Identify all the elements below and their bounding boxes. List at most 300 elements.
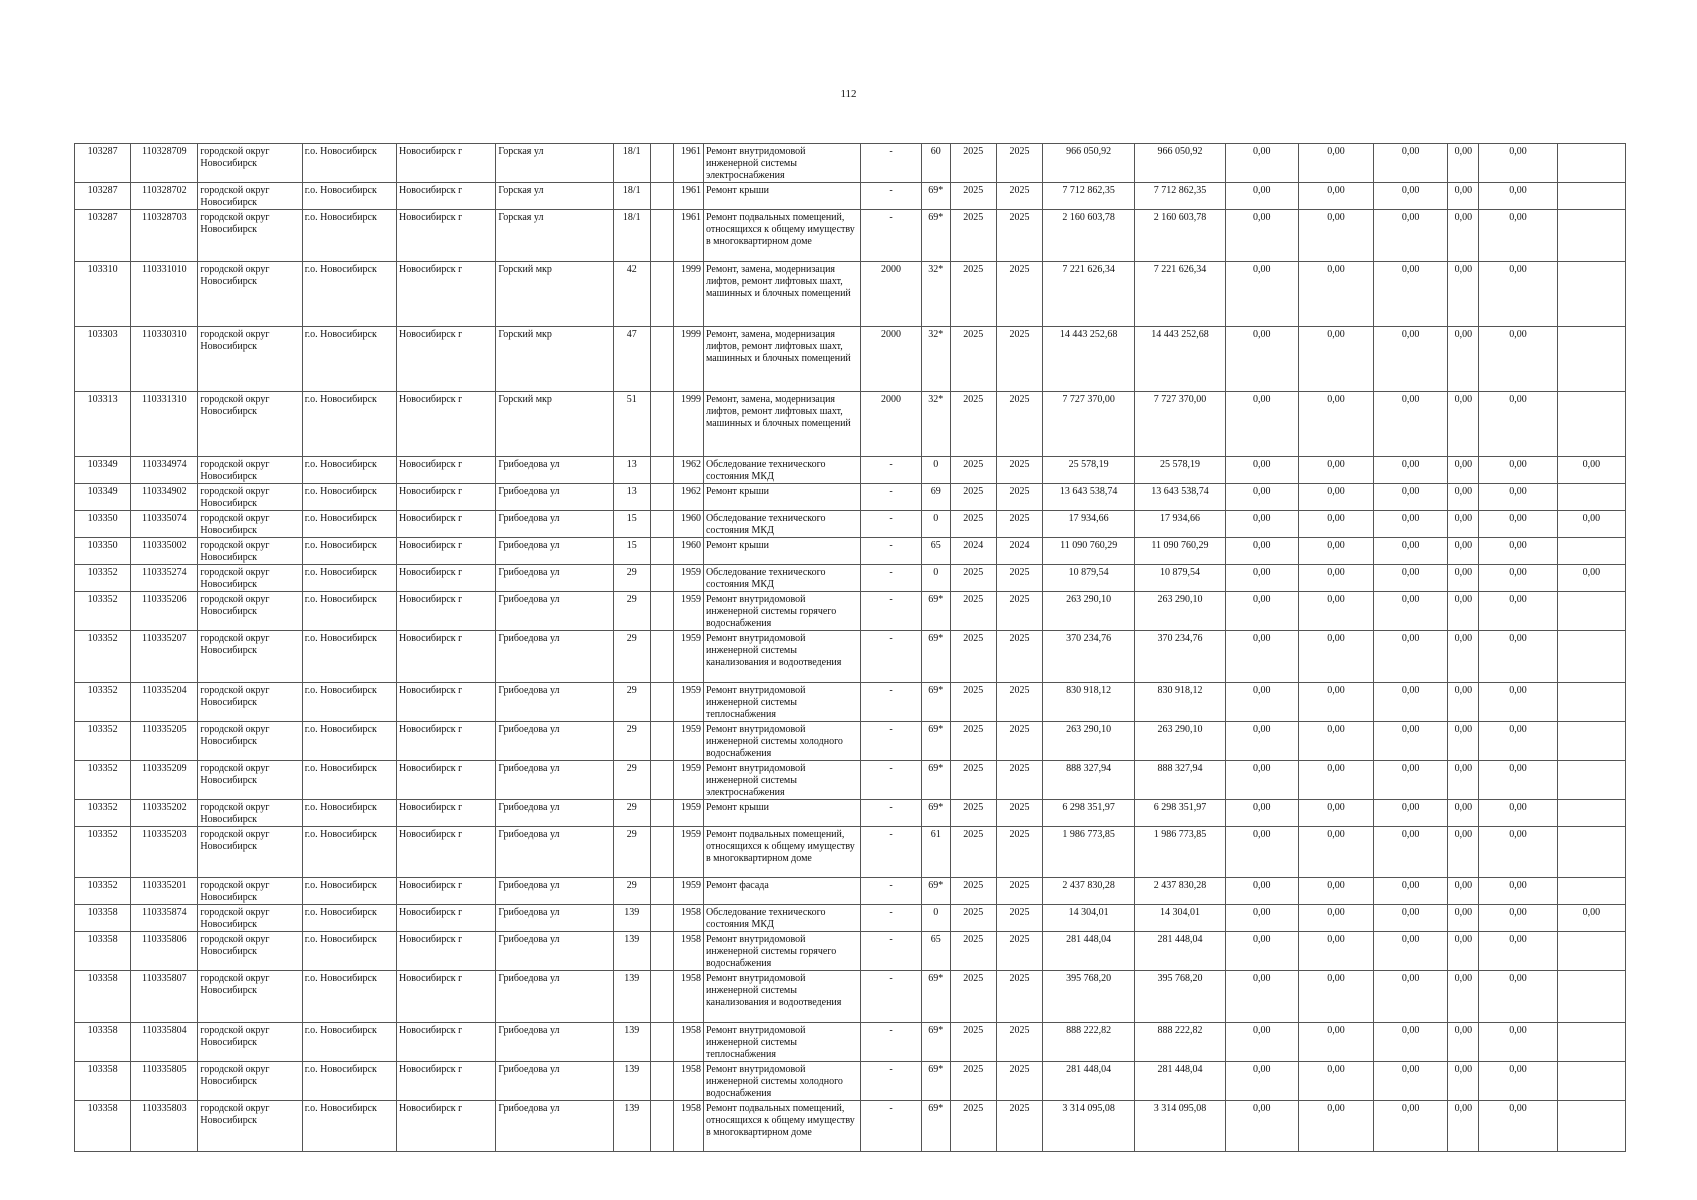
cell-local-funds: 0,00 bbox=[1374, 592, 1448, 631]
cell-work-type: Ремонт внутридомовой инженерной системы горячего водоснабжения bbox=[703, 932, 861, 971]
cell-build-year: 1959 bbox=[673, 722, 703, 761]
cell-house-number: 47 bbox=[613, 327, 650, 392]
cell-total-cost: 1 986 773,85 bbox=[1043, 827, 1135, 878]
cell-total-cost: 888 222,82 bbox=[1043, 1023, 1135, 1062]
cell-own-funds: 888 327,94 bbox=[1135, 761, 1225, 800]
cell-locality: Новосибирск г bbox=[397, 210, 496, 262]
cell-record-id: 110330310 bbox=[131, 327, 198, 392]
cell-federal-funds: 0,00 bbox=[1225, 484, 1298, 511]
cell-municipal-district: г.о. Новосибирск bbox=[302, 800, 396, 827]
cell-building bbox=[650, 210, 673, 262]
table-row bbox=[75, 800, 1626, 827]
cell-other-funds: 0,00 bbox=[1448, 932, 1479, 971]
cell-fund-balance: 0,00 bbox=[1479, 592, 1557, 631]
cell-local-funds: 0,00 bbox=[1374, 1101, 1448, 1152]
cell-municipality: городской округ Новосибирск bbox=[198, 800, 302, 827]
cell-extra-value bbox=[1557, 683, 1625, 722]
cell-municipality: городской округ Новосибирск bbox=[198, 932, 302, 971]
cell-extra-value: 0,00 bbox=[1557, 457, 1625, 484]
cell-building bbox=[650, 183, 673, 210]
cell-plan-year-end: 2025 bbox=[996, 183, 1042, 210]
cell-plan-year-end: 2025 bbox=[996, 511, 1042, 538]
cell-wear-percent: 69* bbox=[921, 183, 950, 210]
cell-street: Грибоедова ул bbox=[496, 800, 613, 827]
cell-plan-year-end: 2025 bbox=[996, 878, 1042, 905]
cell-municipal-district: г.о. Новосибирск bbox=[302, 1023, 396, 1062]
cell-street: Грибоедова ул bbox=[496, 1101, 613, 1152]
table-row bbox=[75, 827, 1626, 878]
cell-lift-year: 2000 bbox=[861, 392, 921, 457]
cell-house-id: 103352 bbox=[75, 683, 131, 722]
cell-municipal-district: г.о. Новосибирск bbox=[302, 1062, 396, 1101]
cell-other-funds: 0,00 bbox=[1448, 565, 1479, 592]
cell-locality: Новосибирск г bbox=[397, 827, 496, 878]
cell-house-number: 29 bbox=[613, 683, 650, 722]
cell-regional-funds: 0,00 bbox=[1298, 878, 1373, 905]
cell-other-funds: 0,00 bbox=[1448, 484, 1479, 511]
cell-build-year: 1959 bbox=[673, 878, 703, 905]
cell-federal-funds: 0,00 bbox=[1225, 210, 1298, 262]
cell-plan-year-end: 2025 bbox=[996, 1023, 1042, 1062]
cell-locality: Новосибирск г bbox=[397, 538, 496, 565]
cell-plan-year-start: 2025 bbox=[950, 761, 996, 800]
cell-building bbox=[650, 905, 673, 932]
cell-regional-funds: 0,00 bbox=[1298, 592, 1373, 631]
cell-house-id: 103358 bbox=[75, 1101, 131, 1152]
cell-municipal-district: г.о. Новосибирск bbox=[302, 262, 396, 327]
cell-fund-balance: 0,00 bbox=[1479, 932, 1557, 971]
cell-municipality: городской округ Новосибирск bbox=[198, 327, 302, 392]
cell-plan-year-start: 2025 bbox=[950, 905, 996, 932]
cell-house-number: 29 bbox=[613, 592, 650, 631]
cell-own-funds: 966 050,92 bbox=[1135, 144, 1225, 183]
cell-regional-funds: 0,00 bbox=[1298, 683, 1373, 722]
cell-municipality: городской округ Новосибирск bbox=[198, 1101, 302, 1152]
cell-total-cost: 13 643 538,74 bbox=[1043, 484, 1135, 511]
cell-wear-percent: 69* bbox=[921, 683, 950, 722]
cell-extra-value: 0,00 bbox=[1557, 565, 1625, 592]
cell-house-number: 29 bbox=[613, 565, 650, 592]
cell-plan-year-start: 2025 bbox=[950, 932, 996, 971]
cell-fund-balance: 0,00 bbox=[1479, 484, 1557, 511]
cell-build-year: 1958 bbox=[673, 971, 703, 1023]
cell-lift-year: - bbox=[861, 932, 921, 971]
cell-plan-year-start: 2025 bbox=[950, 1023, 996, 1062]
cell-federal-funds: 0,00 bbox=[1225, 144, 1298, 183]
cell-plan-year-end: 2025 bbox=[996, 392, 1042, 457]
cell-total-cost: 2 160 603,78 bbox=[1043, 210, 1135, 262]
cell-locality: Новосибирск г bbox=[397, 683, 496, 722]
cell-own-funds: 7 712 862,35 bbox=[1135, 183, 1225, 210]
cell-regional-funds: 0,00 bbox=[1298, 1023, 1373, 1062]
cell-locality: Новосибирск г bbox=[397, 1062, 496, 1101]
cell-wear-percent: 60 bbox=[921, 144, 950, 183]
cell-build-year: 1960 bbox=[673, 538, 703, 565]
cell-record-id: 110335201 bbox=[131, 878, 198, 905]
cell-total-cost: 966 050,92 bbox=[1043, 144, 1135, 183]
cell-lift-year: - bbox=[861, 878, 921, 905]
cell-other-funds: 0,00 bbox=[1448, 592, 1479, 631]
cell-own-funds: 7 727 370,00 bbox=[1135, 392, 1225, 457]
cell-house-number: 15 bbox=[613, 511, 650, 538]
cell-lift-year: - bbox=[861, 538, 921, 565]
cell-street: Грибоедова ул bbox=[496, 1062, 613, 1101]
cell-municipality: городской округ Новосибирск bbox=[198, 827, 302, 878]
cell-build-year: 1958 bbox=[673, 1062, 703, 1101]
cell-local-funds: 0,00 bbox=[1374, 183, 1448, 210]
cell-lift-year: - bbox=[861, 1023, 921, 1062]
cell-plan-year-start: 2025 bbox=[950, 827, 996, 878]
cell-municipality: городской округ Новосибирск bbox=[198, 392, 302, 457]
cell-work-type: Ремонт крыши bbox=[703, 800, 861, 827]
cell-building bbox=[650, 538, 673, 565]
cell-plan-year-start: 2024 bbox=[950, 538, 996, 565]
cell-lift-year: - bbox=[861, 511, 921, 538]
cell-total-cost: 6 298 351,97 bbox=[1043, 800, 1135, 827]
cell-record-id: 110335206 bbox=[131, 592, 198, 631]
cell-house-id: 103287 bbox=[75, 144, 131, 183]
cell-plan-year-end: 2025 bbox=[996, 210, 1042, 262]
cell-record-id: 110335805 bbox=[131, 1062, 198, 1101]
cell-build-year: 1959 bbox=[673, 592, 703, 631]
cell-house-id: 103358 bbox=[75, 905, 131, 932]
cell-building bbox=[650, 144, 673, 183]
cell-plan-year-end: 2024 bbox=[996, 538, 1042, 565]
cell-locality: Новосибирск г bbox=[397, 262, 496, 327]
cell-lift-year: - bbox=[861, 457, 921, 484]
cell-own-funds: 370 234,76 bbox=[1135, 631, 1225, 683]
table-row bbox=[75, 905, 1626, 932]
cell-regional-funds: 0,00 bbox=[1298, 722, 1373, 761]
cell-regional-funds: 0,00 bbox=[1298, 1101, 1373, 1152]
cell-own-funds: 281 448,04 bbox=[1135, 932, 1225, 971]
cell-fund-balance: 0,00 bbox=[1479, 392, 1557, 457]
cell-federal-funds: 0,00 bbox=[1225, 262, 1298, 327]
cell-wear-percent: 69* bbox=[921, 1023, 950, 1062]
cell-house-id: 103352 bbox=[75, 565, 131, 592]
cell-total-cost: 7 712 862,35 bbox=[1043, 183, 1135, 210]
cell-build-year: 1959 bbox=[673, 827, 703, 878]
cell-work-type: Ремонт подвальных помещений, относящихся к общему имуществу в многоквартирном доме bbox=[703, 827, 861, 878]
cell-municipal-district: г.о. Новосибирск bbox=[302, 484, 396, 511]
cell-regional-funds: 0,00 bbox=[1298, 183, 1373, 210]
cell-locality: Новосибирск г bbox=[397, 800, 496, 827]
cell-municipality: городской округ Новосибирск bbox=[198, 538, 302, 565]
cell-lift-year: - bbox=[861, 484, 921, 511]
cell-street: Грибоедова ул bbox=[496, 905, 613, 932]
cell-wear-percent: 69* bbox=[921, 210, 950, 262]
cell-fund-balance: 0,00 bbox=[1479, 144, 1557, 183]
cell-wear-percent: 0 bbox=[921, 457, 950, 484]
cell-lift-year: - bbox=[861, 565, 921, 592]
cell-local-funds: 0,00 bbox=[1374, 905, 1448, 932]
cell-lift-year: - bbox=[861, 722, 921, 761]
cell-federal-funds: 0,00 bbox=[1225, 878, 1298, 905]
cell-total-cost: 25 578,19 bbox=[1043, 457, 1135, 484]
cell-plan-year-start: 2025 bbox=[950, 800, 996, 827]
cell-lift-year: - bbox=[861, 1062, 921, 1101]
cell-street: Грибоедова ул bbox=[496, 538, 613, 565]
cell-local-funds: 0,00 bbox=[1374, 327, 1448, 392]
cell-wear-percent: 69 bbox=[921, 484, 950, 511]
cell-street: Горская ул bbox=[496, 144, 613, 183]
cell-plan-year-end: 2025 bbox=[996, 761, 1042, 800]
cell-house-number: 139 bbox=[613, 932, 650, 971]
cell-local-funds: 0,00 bbox=[1374, 392, 1448, 457]
cell-wear-percent: 69* bbox=[921, 592, 950, 631]
table-row bbox=[75, 683, 1626, 722]
cell-fund-balance: 0,00 bbox=[1479, 971, 1557, 1023]
cell-house-number: 18/1 bbox=[613, 183, 650, 210]
cell-locality: Новосибирск г bbox=[397, 1101, 496, 1152]
cell-regional-funds: 0,00 bbox=[1298, 565, 1373, 592]
cell-build-year: 1962 bbox=[673, 457, 703, 484]
cell-building bbox=[650, 565, 673, 592]
cell-locality: Новосибирск г bbox=[397, 761, 496, 800]
cell-municipality: городской округ Новосибирск bbox=[198, 722, 302, 761]
cell-street: Грибоедова ул bbox=[496, 565, 613, 592]
cell-wear-percent: 69* bbox=[921, 971, 950, 1023]
cell-house-number: 18/1 bbox=[613, 210, 650, 262]
cell-plan-year-start: 2025 bbox=[950, 392, 996, 457]
cell-street: Грибоедова ул bbox=[496, 1023, 613, 1062]
cell-record-id: 110334902 bbox=[131, 484, 198, 511]
cell-work-type: Ремонт внутридомовой инженерной системы теплоснабжения bbox=[703, 683, 861, 722]
cell-build-year: 1959 bbox=[673, 631, 703, 683]
cell-municipal-district: г.о. Новосибирск bbox=[302, 538, 396, 565]
cell-record-id: 110335074 bbox=[131, 511, 198, 538]
cell-own-funds: 17 934,66 bbox=[1135, 511, 1225, 538]
cell-work-type: Ремонт крыши bbox=[703, 484, 861, 511]
cell-plan-year-end: 2025 bbox=[996, 565, 1042, 592]
cell-plan-year-start: 2025 bbox=[950, 484, 996, 511]
cell-fund-balance: 0,00 bbox=[1479, 262, 1557, 327]
cell-municipal-district: г.о. Новосибирск bbox=[302, 878, 396, 905]
cell-building bbox=[650, 1101, 673, 1152]
cell-locality: Новосибирск г bbox=[397, 932, 496, 971]
cell-other-funds: 0,00 bbox=[1448, 878, 1479, 905]
cell-street: Грибоедова ул bbox=[496, 971, 613, 1023]
cell-record-id: 110335806 bbox=[131, 932, 198, 971]
cell-own-funds: 395 768,20 bbox=[1135, 971, 1225, 1023]
cell-total-cost: 395 768,20 bbox=[1043, 971, 1135, 1023]
cell-other-funds: 0,00 bbox=[1448, 210, 1479, 262]
cell-municipal-district: г.о. Новосибирск bbox=[302, 683, 396, 722]
cell-locality: Новосибирск г bbox=[397, 327, 496, 392]
cell-total-cost: 281 448,04 bbox=[1043, 932, 1135, 971]
cell-total-cost: 263 290,10 bbox=[1043, 722, 1135, 761]
cell-other-funds: 0,00 bbox=[1448, 905, 1479, 932]
cell-municipality: городской округ Новосибирск bbox=[198, 511, 302, 538]
cell-fund-balance: 0,00 bbox=[1479, 878, 1557, 905]
cell-total-cost: 10 879,54 bbox=[1043, 565, 1135, 592]
cell-extra-value bbox=[1557, 971, 1625, 1023]
cell-build-year: 1958 bbox=[673, 1023, 703, 1062]
cell-record-id: 110334974 bbox=[131, 457, 198, 484]
cell-federal-funds: 0,00 bbox=[1225, 1101, 1298, 1152]
cell-extra-value bbox=[1557, 210, 1625, 262]
cell-house-id: 103352 bbox=[75, 761, 131, 800]
cell-local-funds: 0,00 bbox=[1374, 565, 1448, 592]
cell-local-funds: 0,00 bbox=[1374, 878, 1448, 905]
table-row bbox=[75, 392, 1626, 457]
table-row bbox=[75, 262, 1626, 327]
cell-regional-funds: 0,00 bbox=[1298, 905, 1373, 932]
cell-own-funds: 6 298 351,97 bbox=[1135, 800, 1225, 827]
cell-street: Горский мкр bbox=[496, 392, 613, 457]
cell-municipal-district: г.о. Новосибирск bbox=[302, 592, 396, 631]
cell-fund-balance: 0,00 bbox=[1479, 722, 1557, 761]
cell-house-number: 15 bbox=[613, 538, 650, 565]
cell-build-year: 1999 bbox=[673, 392, 703, 457]
cell-fund-balance: 0,00 bbox=[1479, 631, 1557, 683]
cell-own-funds: 7 221 626,34 bbox=[1135, 262, 1225, 327]
cell-build-year: 1961 bbox=[673, 210, 703, 262]
table-row bbox=[75, 210, 1626, 262]
table-row bbox=[75, 565, 1626, 592]
cell-plan-year-end: 2025 bbox=[996, 484, 1042, 511]
cell-total-cost: 17 934,66 bbox=[1043, 511, 1135, 538]
cell-municipal-district: г.о. Новосибирск bbox=[302, 905, 396, 932]
cell-locality: Новосибирск г bbox=[397, 392, 496, 457]
cell-house-id: 103352 bbox=[75, 592, 131, 631]
cell-work-type: Обследование технического состояния МКД bbox=[703, 905, 861, 932]
cell-record-id: 110328709 bbox=[131, 144, 198, 183]
cell-plan-year-end: 2025 bbox=[996, 592, 1042, 631]
cell-local-funds: 0,00 bbox=[1374, 722, 1448, 761]
cell-work-type: Обследование технического состояния МКД bbox=[703, 565, 861, 592]
cell-federal-funds: 0,00 bbox=[1225, 457, 1298, 484]
cell-extra-value bbox=[1557, 761, 1625, 800]
cell-building bbox=[650, 392, 673, 457]
cell-house-number: 18/1 bbox=[613, 144, 650, 183]
cell-extra-value bbox=[1557, 183, 1625, 210]
cell-extra-value bbox=[1557, 327, 1625, 392]
cell-plan-year-end: 2025 bbox=[996, 262, 1042, 327]
cell-lift-year: - bbox=[861, 144, 921, 183]
cell-plan-year-start: 2025 bbox=[950, 631, 996, 683]
cell-total-cost: 11 090 760,29 bbox=[1043, 538, 1135, 565]
cell-municipality: городской округ Новосибирск bbox=[198, 631, 302, 683]
cell-extra-value bbox=[1557, 538, 1625, 565]
cell-fund-balance: 0,00 bbox=[1479, 210, 1557, 262]
cell-total-cost: 830 918,12 bbox=[1043, 683, 1135, 722]
cell-record-id: 110335204 bbox=[131, 683, 198, 722]
cell-other-funds: 0,00 bbox=[1448, 1101, 1479, 1152]
cell-locality: Новосибирск г bbox=[397, 457, 496, 484]
cell-municipal-district: г.о. Новосибирск bbox=[302, 457, 396, 484]
cell-own-funds: 14 304,01 bbox=[1135, 905, 1225, 932]
cell-local-funds: 0,00 bbox=[1374, 800, 1448, 827]
cell-own-funds: 1 986 773,85 bbox=[1135, 827, 1225, 878]
cell-municipality: городской округ Новосибирск bbox=[198, 210, 302, 262]
cell-lift-year: - bbox=[861, 1101, 921, 1152]
cell-federal-funds: 0,00 bbox=[1225, 905, 1298, 932]
cell-record-id: 110328703 bbox=[131, 210, 198, 262]
cell-plan-year-start: 2025 bbox=[950, 457, 996, 484]
cell-extra-value bbox=[1557, 1101, 1625, 1152]
cell-fund-balance: 0,00 bbox=[1479, 905, 1557, 932]
cell-municipal-district: г.о. Новосибирск bbox=[302, 932, 396, 971]
cell-work-type: Ремонт крыши bbox=[703, 538, 861, 565]
cell-house-number: 139 bbox=[613, 971, 650, 1023]
cell-fund-balance: 0,00 bbox=[1479, 565, 1557, 592]
cell-work-type: Ремонт внутридомовой инженерной системы холодного водоснабжения bbox=[703, 722, 861, 761]
cell-municipality: городской округ Новосибирск bbox=[198, 144, 302, 183]
cell-work-type: Обследование технического состояния МКД bbox=[703, 457, 861, 484]
table-row bbox=[75, 457, 1626, 484]
table-row bbox=[75, 631, 1626, 683]
cell-record-id: 110335203 bbox=[131, 827, 198, 878]
cell-other-funds: 0,00 bbox=[1448, 327, 1479, 392]
cell-wear-percent: 32* bbox=[921, 392, 950, 457]
cell-municipality: городской округ Новосибирск bbox=[198, 484, 302, 511]
cell-own-funds: 888 222,82 bbox=[1135, 1023, 1225, 1062]
cell-municipality: городской округ Новосибирск bbox=[198, 565, 302, 592]
cell-record-id: 110335207 bbox=[131, 631, 198, 683]
cell-plan-year-start: 2025 bbox=[950, 971, 996, 1023]
cell-work-type: Ремонт крыши bbox=[703, 183, 861, 210]
table-row bbox=[75, 761, 1626, 800]
cell-record-id: 110335807 bbox=[131, 971, 198, 1023]
cell-work-type: Ремонт внутридомовой инженерной системы теплоснабжения bbox=[703, 1023, 861, 1062]
cell-other-funds: 0,00 bbox=[1448, 511, 1479, 538]
cell-federal-funds: 0,00 bbox=[1225, 565, 1298, 592]
cell-house-number: 13 bbox=[613, 457, 650, 484]
cell-house-id: 103313 bbox=[75, 392, 131, 457]
cell-other-funds: 0,00 bbox=[1448, 144, 1479, 183]
cell-record-id: 110335205 bbox=[131, 722, 198, 761]
cell-fund-balance: 0,00 bbox=[1479, 800, 1557, 827]
table-row bbox=[75, 183, 1626, 210]
cell-lift-year: - bbox=[861, 631, 921, 683]
cell-house-number: 29 bbox=[613, 800, 650, 827]
cell-record-id: 110335803 bbox=[131, 1101, 198, 1152]
cell-house-id: 103352 bbox=[75, 827, 131, 878]
cell-extra-value bbox=[1557, 262, 1625, 327]
cell-wear-percent: 32* bbox=[921, 262, 950, 327]
cell-street: Горская ул bbox=[496, 210, 613, 262]
cell-record-id: 110328702 bbox=[131, 183, 198, 210]
cell-plan-year-end: 2025 bbox=[996, 327, 1042, 392]
cell-other-funds: 0,00 bbox=[1448, 1062, 1479, 1101]
cell-street: Горская ул bbox=[496, 183, 613, 210]
cell-build-year: 1960 bbox=[673, 511, 703, 538]
cell-street: Грибоедова ул bbox=[496, 683, 613, 722]
cell-municipal-district: г.о. Новосибирск bbox=[302, 631, 396, 683]
cell-house-number: 42 bbox=[613, 262, 650, 327]
cell-total-cost: 7 727 370,00 bbox=[1043, 392, 1135, 457]
cell-record-id: 110335274 bbox=[131, 565, 198, 592]
cell-fund-balance: 0,00 bbox=[1479, 457, 1557, 484]
cell-extra-value bbox=[1557, 932, 1625, 971]
cell-regional-funds: 0,00 bbox=[1298, 484, 1373, 511]
cell-work-type: Ремонт внутридомовой инженерной системы холодного водоснабжения bbox=[703, 1062, 861, 1101]
cell-own-funds: 13 643 538,74 bbox=[1135, 484, 1225, 511]
cell-house-id: 103287 bbox=[75, 183, 131, 210]
cell-building bbox=[650, 484, 673, 511]
cell-extra-value: 0,00 bbox=[1557, 511, 1625, 538]
cell-plan-year-start: 2025 bbox=[950, 511, 996, 538]
cell-municipality: городской округ Новосибирск bbox=[198, 683, 302, 722]
cell-house-number: 139 bbox=[613, 1023, 650, 1062]
cell-regional-funds: 0,00 bbox=[1298, 761, 1373, 800]
cell-extra-value bbox=[1557, 878, 1625, 905]
cell-plan-year-end: 2025 bbox=[996, 905, 1042, 932]
cell-building bbox=[650, 262, 673, 327]
cell-house-id: 103349 bbox=[75, 457, 131, 484]
cell-build-year: 1999 bbox=[673, 262, 703, 327]
